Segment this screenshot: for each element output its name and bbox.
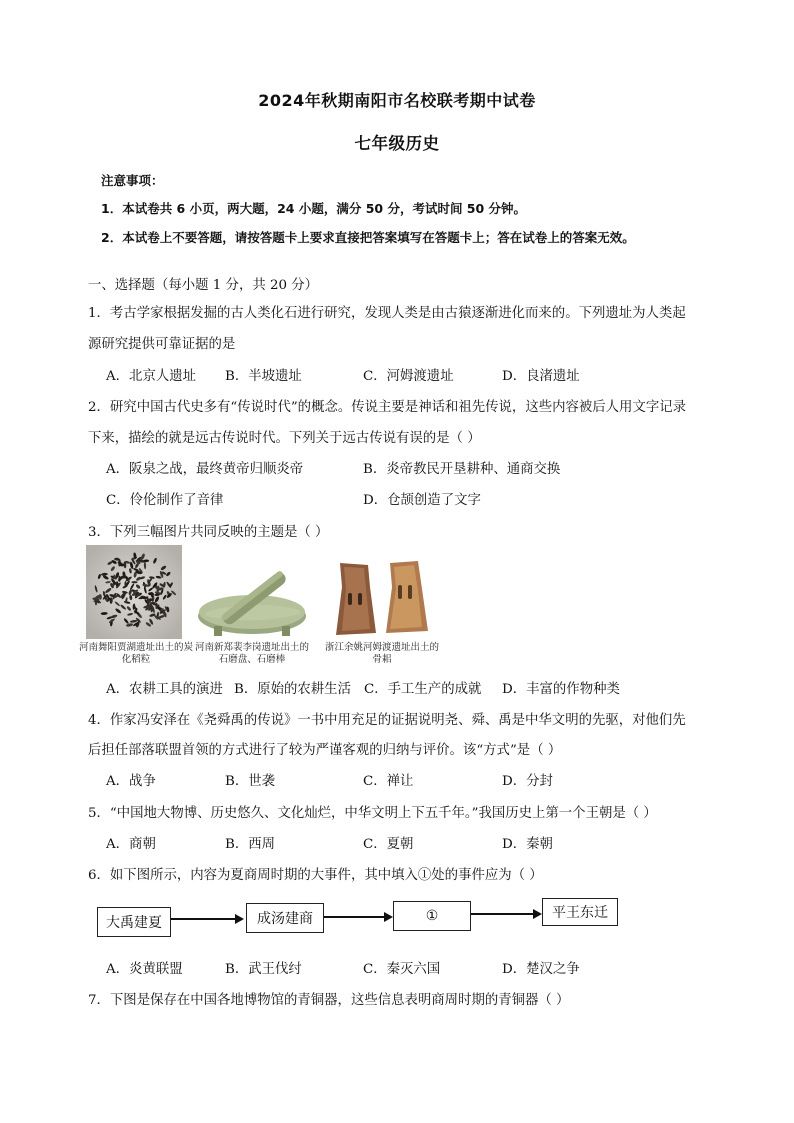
q2-line1: 2．研究中国古代史多有“传说时代”的概念。传说主要是神话和祖先传说，这些内容被后人用文字记录 <box>88 400 687 415</box>
caption-grinding-stone: 河南新郑裴李岗遗址出土的石磨盘、石磨棒 <box>194 642 309 665</box>
q6-option-c[interactable]: C．秦灭六国 <box>363 962 441 977</box>
q4-option-b[interactable]: B．世袭 <box>225 774 276 789</box>
flow-arrow-3-head <box>533 909 542 919</box>
q7-line1: 7．下图是保存在中国各地博物馆的青铜器，这些信息表明商周时期的青铜器（ ） <box>88 993 570 1008</box>
q1-option-b[interactable]: B．半坡遗址 <box>225 369 302 384</box>
q3-option-b[interactable]: B．原始的农耕生活 <box>234 682 351 697</box>
q1-option-a[interactable]: A．北京人遗址 <box>106 369 197 384</box>
q3-option-a[interactable]: A．农耕工具的演进 <box>106 682 223 697</box>
exam-title: 2024年秋期南阳市名校联考期中试卷 <box>258 91 536 110</box>
q2-option-a[interactable]: A．阪泉之战，最终黄帝归顺炎帝 <box>106 462 304 477</box>
q5-line1: 5．“中国地大物博、历史悠久、文化灿烂，中华文明上下五千年。”我国历史上第一个王朝是（ ） <box>88 806 657 821</box>
flow-arrow-1-head <box>235 914 244 924</box>
flow-arrow-2-head <box>384 912 393 922</box>
notes-heading: 注意事项： <box>101 173 164 188</box>
flow-arrow-3 <box>471 913 533 915</box>
q6-line1: 6．如下图所示，内容为夏商周时期的大事件，其中填入①处的事件应为（ ） <box>88 868 543 883</box>
q2-option-c[interactable]: C．伶伦制作了音律 <box>106 493 224 508</box>
note-item-2: 2．本试卷上不要答题，请按答题卡上要求直接把答案填写在答题卡上；答在试卷上的答案无效。 <box>101 230 635 245</box>
flow-box-zhou: 平王东迁 <box>542 898 618 926</box>
flow-arrow-2 <box>324 916 384 918</box>
q5-option-b[interactable]: B．西周 <box>225 837 276 852</box>
q4-option-d[interactable]: D．分封 <box>502 774 553 789</box>
bone-spade-image <box>332 559 432 639</box>
q5-option-d[interactable]: D．秦朝 <box>502 837 553 852</box>
exam-subtitle: 七年级历史 <box>354 134 440 153</box>
q4-option-c[interactable]: C．禅让 <box>363 774 414 789</box>
q1-option-d[interactable]: D．良渚遗址 <box>502 369 580 384</box>
q3-option-d[interactable]: D．丰富的作物种类 <box>502 682 620 697</box>
q4-option-a[interactable]: A．战争 <box>106 774 156 789</box>
q4-line1: 4．作家冯安泽在《尧舜禹的传说》一书中用充足的证据说明尧、舜、禹是中华文明的先驱，对他们先 <box>88 713 686 728</box>
q5-option-a[interactable]: A．商朝 <box>106 837 156 852</box>
q2-option-d[interactable]: D．仓颉创造了文字 <box>363 493 481 508</box>
flow-box-shang: 成汤建商 <box>246 903 324 933</box>
flow-box-xia: 大禹建夏 <box>97 907 171 937</box>
flow-box-blank: ① <box>393 901 471 931</box>
q6-option-a[interactable]: A．炎黄联盟 <box>106 962 183 977</box>
caption-bone-spade: 浙江余姚河姆渡遗址出土的骨耜 <box>324 642 439 665</box>
carbonized-rice-image <box>86 545 182 639</box>
note-item-1: 1．本试卷共 6 小页，两大题，24 小题，满分 50 分，考试时间 50 分钟。 <box>101 201 527 216</box>
caption-rice: 河南舞阳贾湖遗址出土的炭化稻粒 <box>78 642 193 665</box>
q2-option-b[interactable]: B．炎帝教民开垦耕种、通商交换 <box>363 462 561 477</box>
q1-line2: 源研究提供可靠证据的是 <box>88 337 236 352</box>
flow-arrow-1 <box>171 918 235 920</box>
q3-option-c[interactable]: C．手工生产的成就 <box>364 682 482 697</box>
q1-option-c[interactable]: C．河姆渡遗址 <box>363 369 454 384</box>
q4-line2: 后担任部落联盟首领的方式进行了较为严谨客观的归纳与评价。该“方式”是（ ） <box>88 743 562 758</box>
section-title: 一、选择题（每小题 1 分，共 20 分） <box>88 278 319 293</box>
q5-option-c[interactable]: C．夏朝 <box>363 837 414 852</box>
q2-line2: 下来，描绘的就是远古传说时代。下列关于远古传说有误的是（ ） <box>88 431 481 446</box>
q1-line1: 1．考古学家根据发掘的古人类化石进行研究，发现人类是由古猿逐渐进化而来的。下列遗址为人类起 <box>88 306 686 321</box>
q3-line1: 3．下列三幅图片共同反映的主题是（ ） <box>88 525 329 540</box>
q6-option-b[interactable]: B．武王伐纣 <box>225 962 302 977</box>
q6-option-d[interactable]: D．楚汉之争 <box>502 962 580 977</box>
grinding-stone-image <box>196 568 308 640</box>
